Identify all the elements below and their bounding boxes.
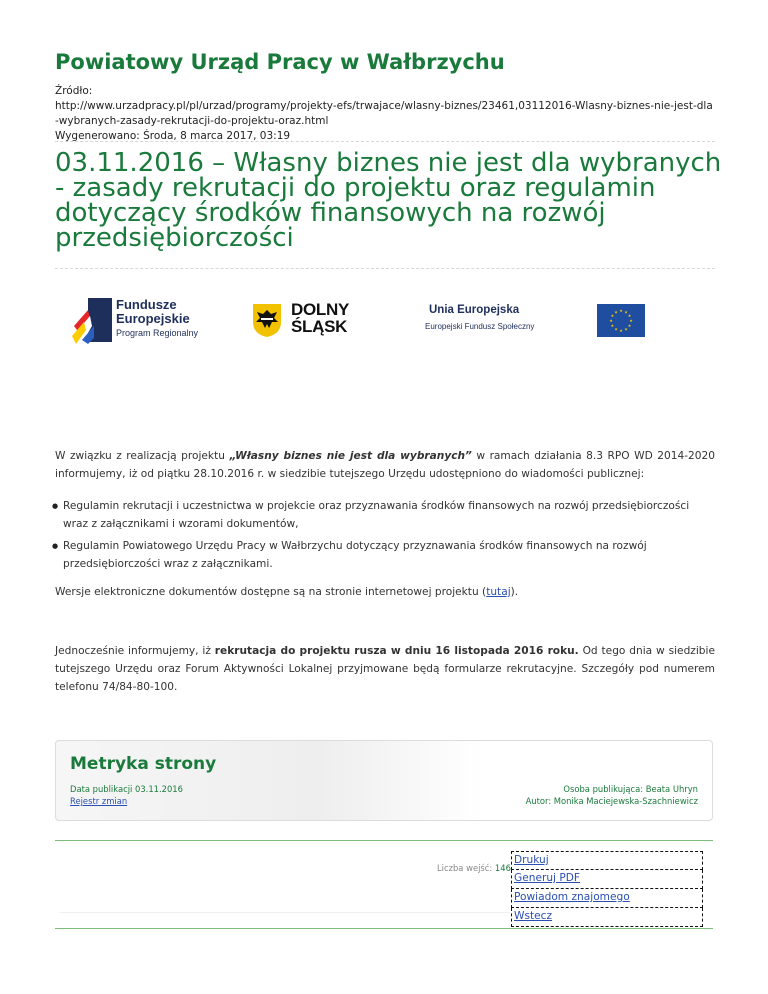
divider [55, 268, 715, 269]
page-metadata-box [55, 740, 713, 821]
view-count: 146 [494, 863, 511, 873]
svg-text:★: ★ [609, 318, 613, 323]
fundusze-europejskie-logo [72, 296, 212, 344]
electronic-versions-paragraph: Wersje elektroniczne dokumentów dostępne są na stronie internetowej projektu (tutaj). [55, 586, 519, 598]
source-url: http://www.urzadpracy.pl/pl/urzad/programy/projekty-efs/trwajace/wlasny-biznes/23461,03112016-Wlasny-biznes-nie-jest-dla-wybranych-zasady-rekrutacji-do-projektu-oraz.html [55, 100, 713, 127]
divider [55, 141, 715, 142]
generated-date: Wygenerowano: Środa, 8 marca 2017, 03:19 [55, 130, 291, 142]
svg-text:★: ★ [614, 326, 618, 332]
svg-text:★: ★ [624, 309, 628, 315]
unia-europejska-logo [425, 302, 595, 342]
page-title: 03.11.2016 – Własny biznes nie jest dla wybranych - zasady rekrutacji do projektu oraz regulamin dotyczący środków finansowych na rozwój przedsiębiorczości [55, 148, 722, 253]
eu-flag-icon [597, 304, 645, 337]
back-link[interactable]: Wstecz [511, 908, 703, 927]
metadata-title: Metryka strony [70, 754, 217, 774]
svg-text:★: ★ [629, 318, 633, 323]
print-link[interactable]: Drukuj [511, 851, 703, 870]
svg-text:★: ★ [619, 308, 623, 313]
dolny-slask-text: DOLNY ŚLĄSK [291, 300, 350, 336]
notify-friend-link[interactable]: Powiadom znajomego [511, 889, 703, 908]
fundusze-subtitle: Program Regionalny [116, 328, 199, 338]
publisher: Osoba publikująca: Beata Uhryn [563, 784, 698, 794]
recruitment-paragraph: Jednocześnie informujemy, iż rekrutacja do projektu rusza w dniu 16 listopada 2016 roku. Od tego dnia w siedzibie tutejszego Urzędu oraz Forum Aktywności Lokalnej przyjmowane będą formularze rekrutacyjne. Szczegóły pod numerem telefonu 74/84-80-100. [55, 645, 715, 693]
divider [55, 928, 713, 929]
svg-text:★: ★ [627, 313, 632, 318]
svg-text:★: ★ [624, 326, 628, 332]
documents-list [55, 497, 715, 573]
source-label: Źródło: [55, 85, 93, 97]
svg-text:★: ★ [610, 323, 615, 328]
project-name: „Własny biznes nie jest dla wybranych” [229, 450, 472, 462]
author: Autor: Monika Maciejewska-Szachniewicz [525, 796, 698, 806]
metadata-right [526, 783, 698, 807]
metadata-left [70, 783, 183, 807]
publication-date: Data publikacji 03.11.2016 [70, 784, 183, 794]
svg-text:★: ★ [614, 309, 618, 315]
changelog-link[interactable]: Rejestr zmian [70, 796, 128, 806]
recruitment-date: rekrutacja do projektu rusza w dniu 16 listopada 2016 roku. [214, 645, 579, 657]
list-item: ● Regulamin Powiatowego Urzędu Pracy w Wałbrzychu dotyczący przyznawania środków finansowych na rozwój przedsiębiorczości wraz z załącznikami. [55, 537, 715, 573]
eu-subtitle: Europejski Fundusz Społeczny [425, 322, 535, 331]
eagle-crest-icon [251, 302, 283, 338]
divider [55, 840, 713, 841]
fundusze-europejskie-icon [72, 296, 112, 344]
site-title: Powiatowy Urząd Pracy w Wałbrzychu [55, 50, 505, 74]
source-info [55, 84, 715, 144]
eu-name: Unia Europejska [429, 304, 520, 316]
divider [60, 912, 510, 913]
svg-text:★: ★ [619, 328, 623, 333]
list-item: ● Regulamin rekrutacji i uczestnictwa w projekcie oraz przyznawania środków finansowych na rozwój przedsiębiorczości wraz z załącznikami i wzorami dokumentów, [55, 497, 715, 533]
project-logos [55, 290, 715, 350]
fundusze-text: Fundusze Europejskie [116, 297, 190, 326]
view-counter: Liczba wejść: 146 [437, 863, 511, 873]
dolny-slask-logo [251, 302, 371, 342]
svg-text:★: ★ [627, 323, 632, 328]
generate-pdf-link[interactable]: Generuj PDF [511, 870, 703, 889]
intro-paragraph: W związku z realizacją projektu „Własny biznes nie jest dla wybranych” w ramach działania 8.3 RPO WD 2014-2020 informujemy, iż od piątku 28.10.2016 r. w siedzibie tutejszego Urzędu udostępniono do wiadomości publicznej: [55, 450, 715, 480]
svg-text:★: ★ [610, 313, 615, 318]
project-page-link[interactable]: tutaj [486, 586, 511, 598]
page-actions [511, 851, 703, 927]
article-content [55, 447, 715, 696]
